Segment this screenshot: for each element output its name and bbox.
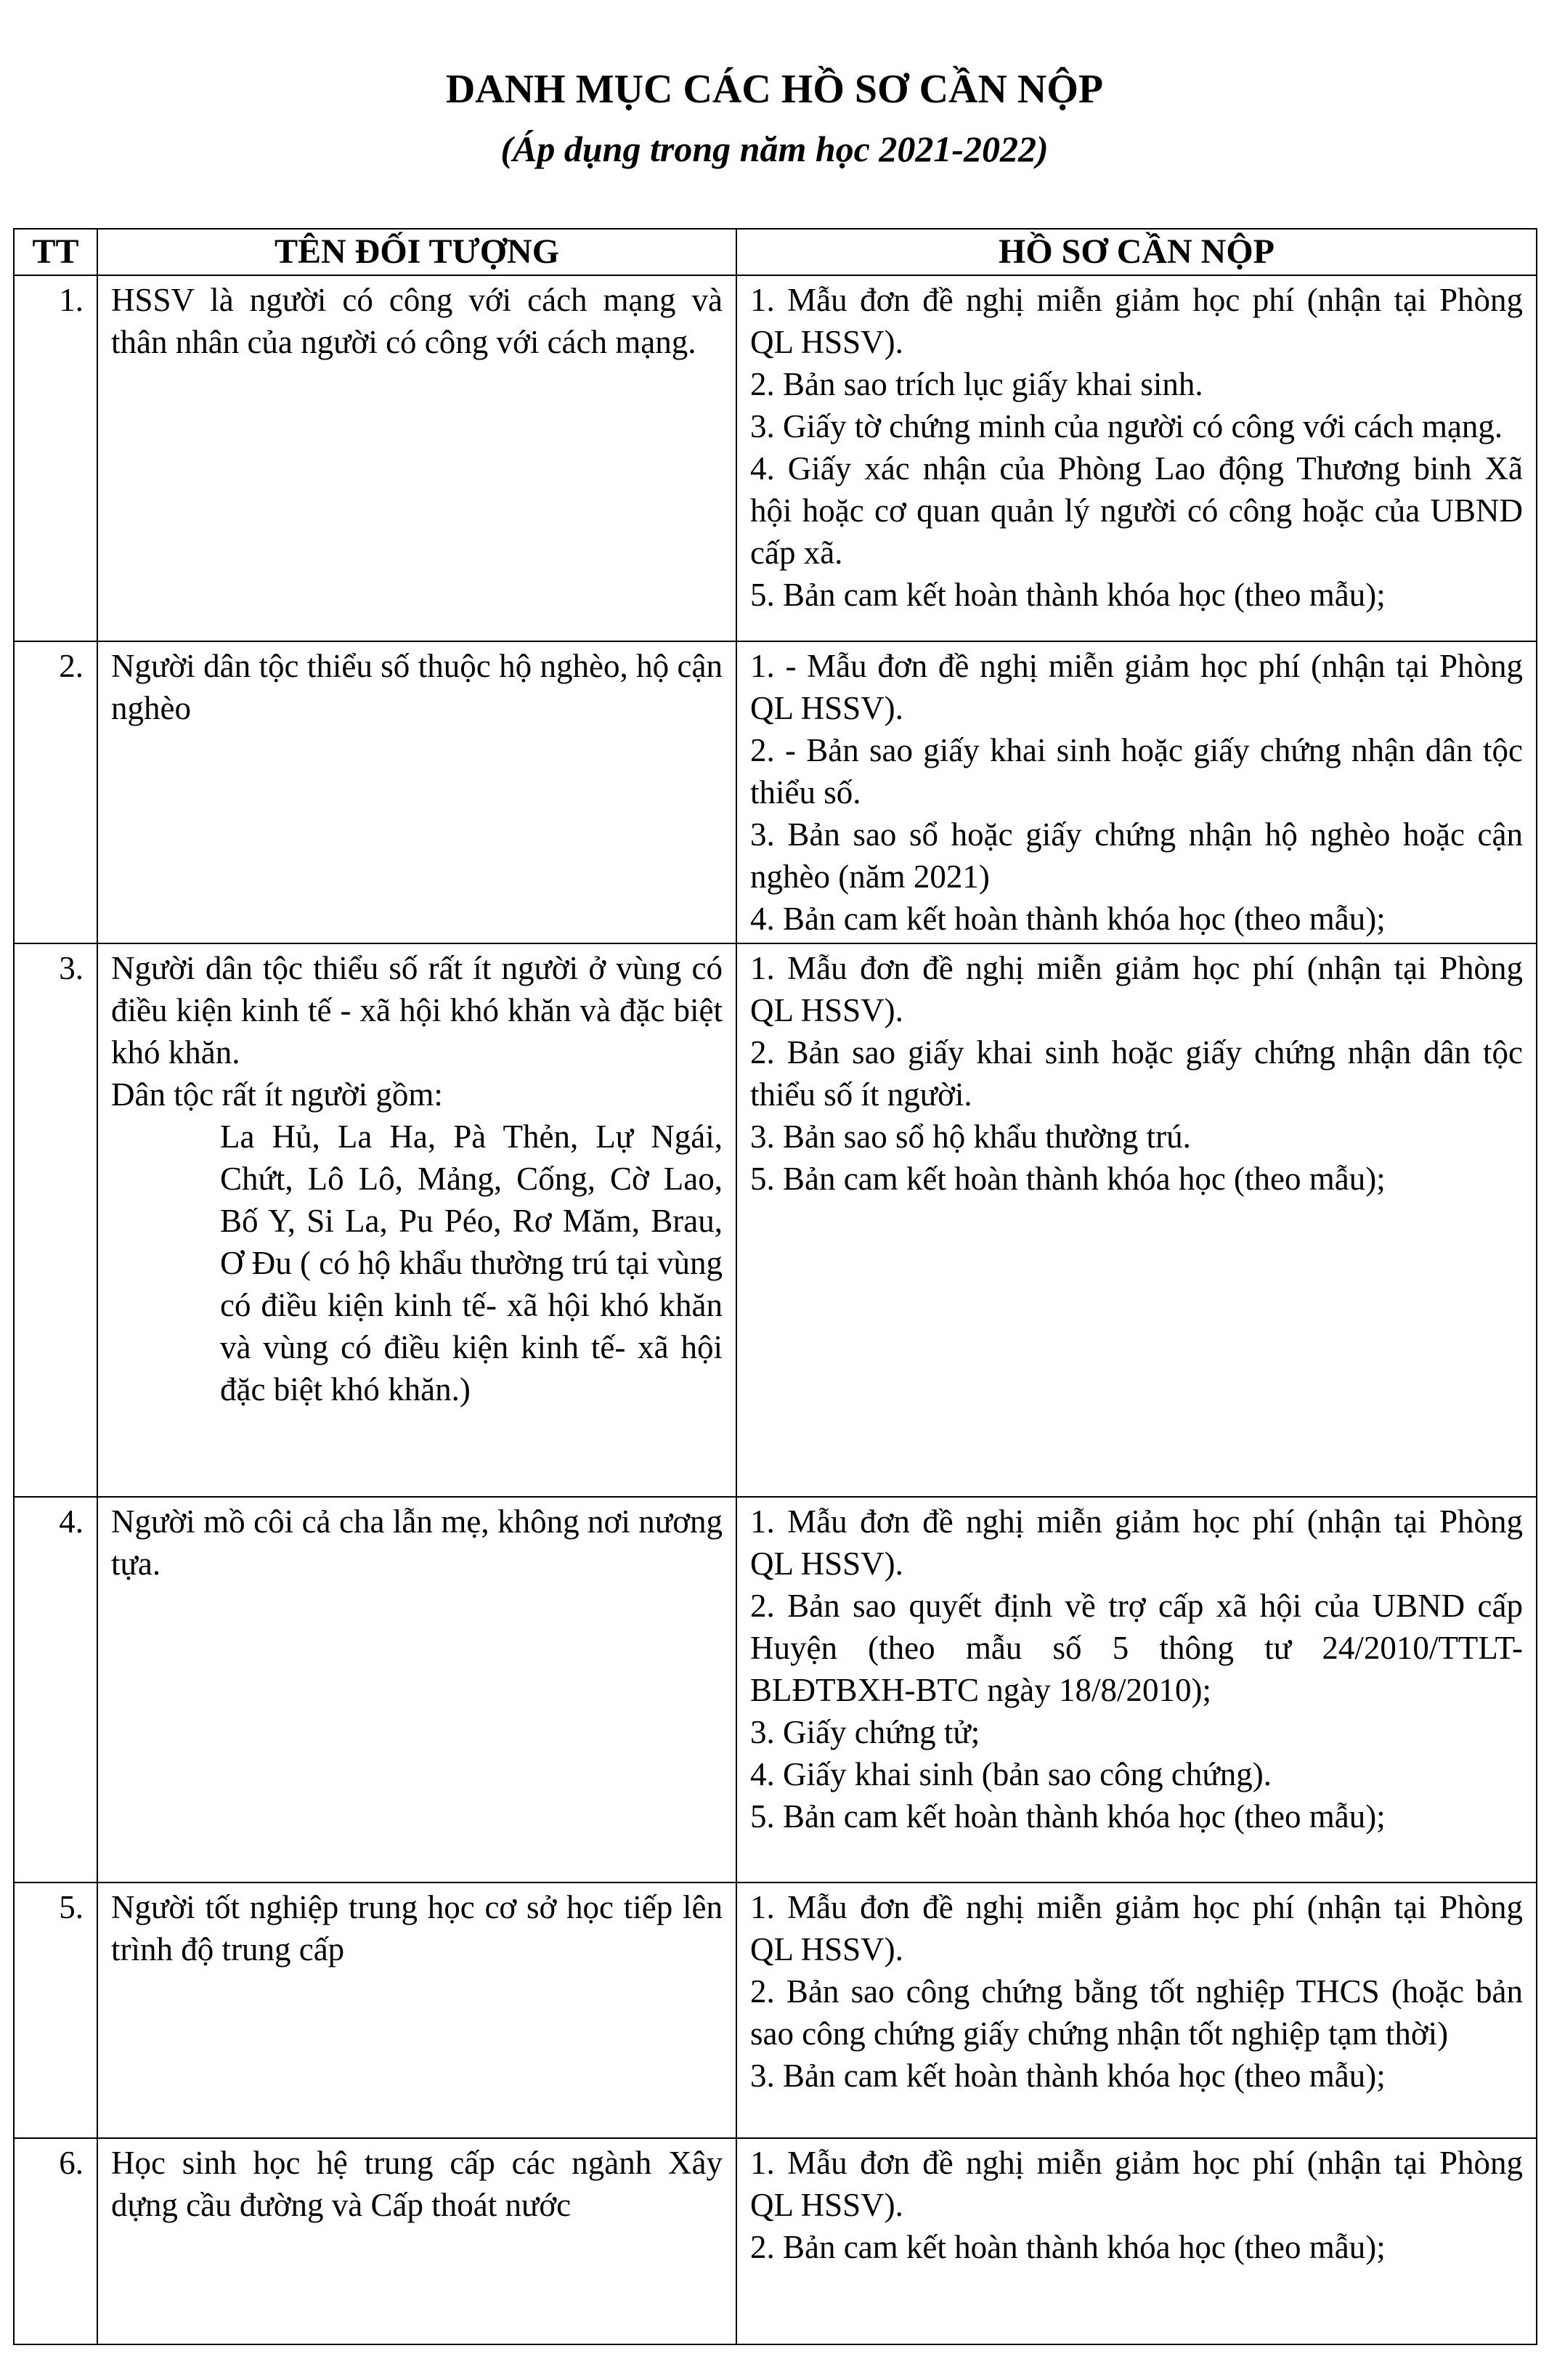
table-row <box>14 1883 1537 2138</box>
documents-cell <box>736 1883 1537 2138</box>
document-item: 1. Mẫu đơn đề nghị miễn giảm học phí (nhận tại Phòng QL HSSV). <box>750 950 1523 1028</box>
document-item: 2. Bản sao quyết định về trợ cấp xã hội của UBND cấp Huyện (theo mẫu số 5 thông tư 24/2010/TTLT-BLĐTBXH-BTC ngày 18/8/2010); <box>750 1588 1523 1708</box>
subject-text: Người mồ côi cả cha lẫn mẹ, không nơi nương tựa. <box>111 1503 723 1582</box>
header-subject: TÊN ĐỐI TƯỢNG <box>97 229 736 275</box>
document-item: 1. Mẫu đơn đề nghị miễn giảm học phí (nhận tại Phòng QL HSSV). <box>750 282 1523 360</box>
table-row <box>14 1497 1537 1883</box>
table-row <box>14 641 1537 943</box>
document-item: 4. Bản cam kết hoàn thành khóa học (theo mẫu); <box>750 901 1386 937</box>
documents-cell <box>736 275 1537 641</box>
document-item: 2. Bản sao công chứng bằng tốt nghiệp THCS (hoặc bản sao công chứng giấy chứng nhận tốt nghiệp tạm thời) <box>750 1973 1523 2052</box>
document-item: 3. Giấy tờ chứng minh của người có công với cách mạng. <box>750 408 1503 444</box>
document-item: 1. - Mẫu đơn đề nghị miễn giảm học phí (nhận tại Phòng QL HSSV). <box>750 648 1523 726</box>
table-header-row <box>14 229 1537 275</box>
page-subtitle: (Áp dụng trong năm học 2021-2022) <box>500 129 1049 169</box>
documents-cell <box>736 2138 1537 2344</box>
document-item: 5. Bản cam kết hoàn thành khóa học (theo mẫu); <box>750 1161 1386 1197</box>
row-number: 1. <box>14 275 97 641</box>
document-item: 3. Bản sao sổ hộ khẩu thường trú. <box>750 1118 1191 1155</box>
table-row <box>14 2138 1537 2344</box>
subject-text: Người tốt nghiệp trung học cơ sở học tiếp lên trình độ trung cấp <box>111 1889 723 1967</box>
row-number: 6. <box>14 2138 97 2344</box>
documents-cell <box>736 641 1537 943</box>
document-item: 1. Mẫu đơn đề nghị miễn giảm học phí (nhận tại Phòng QL HSSV). <box>750 1503 1523 1582</box>
subject-cell <box>97 1497 736 1883</box>
table-row <box>14 943 1537 1497</box>
document-item: 2. Bản sao giấy khai sinh hoặc giấy chứng nhận dân tộc thiểu số ít người. <box>750 1034 1523 1113</box>
subject-detail: La Hủ, La Ha, Pà Thẻn, Lự Ngái, Chứt, Lô Lô, Mảng, Cống, Cờ Lao, Bố Y, Si La, Pu Péo, Rơ Măm, Brau, Ơ Đu ( có hộ khẩu thường trú tại vùng có điều kiện kinh tế- xã hội khó khăn và vùng có điều kiện kinh tế- xã hội đặc biệt khó khăn.) <box>220 1118 723 1408</box>
subject-text: Dân tộc rất ít người gồm: <box>111 1076 443 1113</box>
header-tt: TT <box>14 229 97 275</box>
document-item: 1. Mẫu đơn đề nghị miễn giảm học phí (nhận tại Phòng QL HSSV). <box>750 2145 1523 2223</box>
subject-text: HSSV là người có công với cách mạng và thân nhân của người có công với cách mạng. <box>111 282 723 360</box>
row-number: 4. <box>14 1497 97 1883</box>
documents-cell <box>736 1497 1537 1883</box>
document-item: 2. Bản sao trích lục giấy khai sinh. <box>750 366 1203 402</box>
row-number: 3. <box>14 943 97 1497</box>
subject-text: Người dân tộc thiểu số thuộc hộ nghèo, hộ cận nghèo <box>111 648 723 726</box>
documents-table <box>13 228 1537 2345</box>
document-item: 1. Mẫu đơn đề nghị miễn giảm học phí (nhận tại Phòng QL HSSV). <box>750 1889 1523 1967</box>
document-item: 4. Giấy khai sinh (bản sao công chứng). <box>750 1756 1272 1792</box>
row-number: 2. <box>14 641 97 943</box>
table-row <box>14 275 1537 641</box>
document-item: 3. Giấy chứng tử; <box>750 1714 980 1750</box>
subject-cell <box>97 943 736 1497</box>
document-item: 2. Bản cam kết hoàn thành khóa học (theo mẫu); <box>750 2229 1386 2265</box>
document-item: 5. Bản cam kết hoàn thành khóa học (theo mẫu); <box>750 1798 1386 1835</box>
document-item: 2. - Bản sao giấy khai sinh hoặc giấy chứng nhận dân tộc thiểu số. <box>750 732 1523 811</box>
documents-cell <box>736 943 1537 1497</box>
row-number: 5. <box>14 1883 97 2138</box>
document-item: 3. Bản sao sổ hoặc giấy chứng nhận hộ nghèo hoặc cận nghèo (năm 2021) <box>750 816 1523 895</box>
subject-cell <box>97 1883 736 2138</box>
subject-cell <box>97 275 736 641</box>
header-documents: HỒ SƠ CẦN NỘP <box>736 229 1537 275</box>
subject-cell <box>97 641 736 943</box>
document-item: 5. Bản cam kết hoàn thành khóa học (theo mẫu); <box>750 577 1386 613</box>
document-item: 4. Giấy xác nhận của Phòng Lao động Thương binh Xã hội hoặc cơ quan quản lý người có công hoặc của UBND cấp xã. <box>750 450 1523 571</box>
document-item: 3. Bản cam kết hoàn thành khóa học (theo mẫu); <box>750 2058 1386 2094</box>
subject-cell <box>97 2138 736 2344</box>
subject-text: Học sinh học hệ trung cấp các ngành Xây dựng cầu đường và Cấp thoát nước <box>111 2145 723 2223</box>
page-title: DANH MỤC CÁC HỒ SƠ CẦN NỘP <box>445 67 1104 112</box>
subject-text: Người dân tộc thiểu số rất ít người ở vùng có điều kiện kinh tế - xã hội khó khăn và đặc biệt khó khăn. <box>111 950 723 1071</box>
